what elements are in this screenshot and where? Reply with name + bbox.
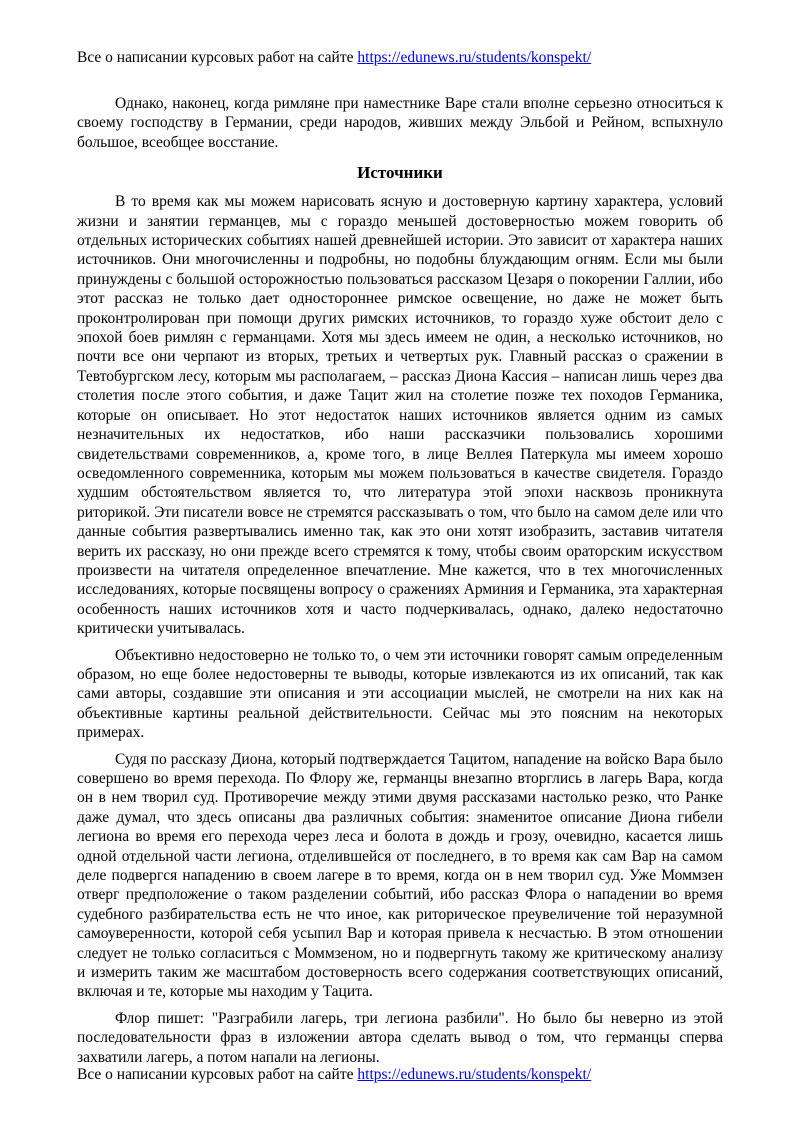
section-title: Источники: [357, 163, 443, 183]
header-text: Все о написании курсовых работ на сайте: [77, 49, 358, 66]
footer-text: Все о написании курсовых работ на сайте: [77, 1066, 358, 1083]
paragraph-1: В то время как мы можем нарисовать ясную и достоверную картину характера, условий жизни и занятии германцев, мы с гораздо меньшей достоверностью можем говорить об отдельных исторических событиях нашей древнейшей истории. Это зависит от характера наших источников. Они многочисленны и подробны, но подобны блуждающим огням. Если мы были принуждены с большой осторожностью пользоваться рассказом Цезаря о покорении Галлии, ибо этот рассказ не только дает одностороннее римское освещение, но даже не может быть проконтролирован при помощи других римских источников, то гораздо хуже обстоит дело с эпохой боев римлян с германцами. Хотя мы здесь имеем не один, а несколько источников, но почти все они черпают из вторых, третьих и четвертых рук. Главный рассказ о сражении в Тевтобургском лесу, которым мы располагаем, – рассказ Диона Кассия – написан лишь через два столетия после этого события, и даже Тацит жил на столетие позже тех походов Германика, которые он описывает. Но этот недостаток наших источников является одним из самых незначительных их недостатков, ибо наши рассказчики пользовались хорошими свидетельствами современников, а, кроме того, в лице Веллея Патеркула мы имеем хорошо осведомленного современника, которым мы можем пользоваться в качестве свидетеля. Гораздо худшим обстоятельством является то, что литература этой эпохи насквозь проникнута риторикой. Эти писатели вовсе не стремятся рассказывать о том, что было на самом деле или что данные события развертывались именно так, как это они хотят изобразить, заставив читателя верить их рассказу, но они прежде всего стремятся к тому, чтобы своим ораторским искусством произвести на читателя определенное впечатление. Мне кажется, что в тех многочисленных исследованиях, которые посвящены вопросу о сражениях Арминия и Германика, эта характерная особенность наших источников хотя и часто подчеркивалась, однако, далеко недостаточно критически учитывалась.: [77, 193, 723, 638]
footer-link[interactable]: https://edunews.ru/students/konspekt/: [357, 1066, 592, 1083]
document-body: [77, 94, 723, 1074]
paragraph-3: Судя по рассказу Диона, который подтверждается Тацитом, нападение на войско Вара было совершено во время перехода. По Флору же, германцы внезапно вторглись в лагерь Вара, когда он в нем творил суд. Противоречие между этими двумя рассказами настолько резко, что Ранке даже думал, что здесь описаны два различных события: знаменитое описание Диона гибели легиона во время его перехода через леса и болота в дождь и грозу, очевидно, касается лишь одной отдельной части легиона, отделившейся от последнего, в то время как сам Вар на самом деле подвергся нападению в своем лагере в то время, когда он в нем творил суд. Уже Моммзен отверг предположение о таком разделении событий, ибо рассказ Флора о нападении во время судебного разбирательства есть не что иное, как риторическое преувеличение той неразумной самоуверенности, которой себя усыпил Вар и которая привела к несчастью. В этом отношении следует не только согласиться с Моммзеном, но и подвергнуть такому же критическому анализу и измерить таким же масштабом достоверность всего содержания соответствующих описаний, включая и те, которые мы находим у Тацита.: [77, 750, 723, 1001]
intro-paragraph: Однако, наконец, когда римляне при наместнике Варе стали вполне серьезно относиться к своему господству в Германии, среди народов, живших между Эльбой и Рейном, вспыхнуло большое, всеобщее восстание.: [77, 95, 723, 151]
page-footer: [77, 1065, 591, 1085]
header-link[interactable]: https://edunews.ru/students/konspekt/: [357, 49, 592, 66]
page-header: [77, 48, 591, 68]
paragraph-4: Флор пишет: "Разграбили лагерь, три легиона разбили". Но было бы неверно из этой последовательности фраз в изложении автора сделать вывод о том, что германцы сперва захватили лагерь, а потом напали на легионы.: [77, 1009, 723, 1066]
paragraph-2: Объективно недостоверно не только то, о чем эти источники говорят самым определенным образом, но еще более недостоверны те выводы, которые извлекаются из их описаний, так как сами авторы, создавшие эти описания и эти ассоциации мыслей, не смотрели на них как на объективные картины реальной действительности. Сейчас мы это поясним на некоторых примерах.: [77, 646, 723, 742]
